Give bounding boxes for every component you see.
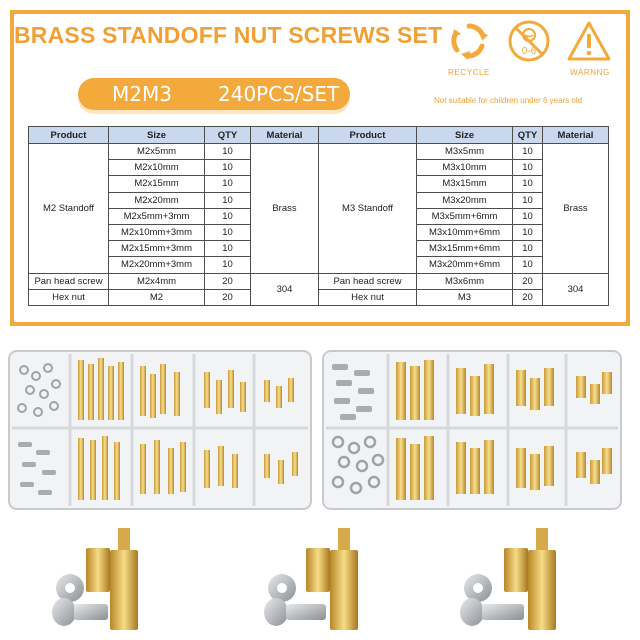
m2-organizer-box-photo bbox=[8, 350, 312, 510]
size-cell: M3x5mm bbox=[417, 144, 513, 160]
age-range-label bbox=[516, 44, 542, 56]
m3-organizer-box-photo bbox=[322, 350, 622, 510]
product-cell: M3 Standoff bbox=[319, 144, 417, 274]
col-header: Material bbox=[251, 127, 319, 144]
qty-cell: 10 bbox=[205, 176, 251, 192]
size-cell: M3 bbox=[417, 289, 513, 305]
product-cell: Hex nut bbox=[29, 289, 109, 305]
size-cell: M2x5mm bbox=[109, 144, 205, 160]
size-cell: M3x20mm bbox=[417, 192, 513, 208]
qty-cell: 10 bbox=[205, 144, 251, 160]
table-row bbox=[29, 273, 609, 289]
spec-table bbox=[28, 126, 609, 306]
material-cell: 304 bbox=[543, 273, 609, 305]
material-cell: 304 bbox=[251, 273, 319, 305]
material-cell: Brass bbox=[251, 144, 319, 274]
piece-count-label: 240PCS/SET bbox=[218, 82, 340, 106]
qty-cell: 10 bbox=[513, 160, 543, 176]
col-header: Size bbox=[417, 127, 513, 144]
product-cell: M2 Standoff bbox=[29, 144, 109, 274]
size-cell: M3x10mm+6mm bbox=[417, 224, 513, 240]
qty-cell: 10 bbox=[513, 144, 543, 160]
size-cell: M3x15mm bbox=[417, 176, 513, 192]
qty-cell: 20 bbox=[205, 289, 251, 305]
table-row bbox=[29, 144, 609, 160]
standoff-assembly-photo bbox=[258, 520, 368, 638]
page-title: BRASS STANDOFF NUT SCREWS SET bbox=[14, 22, 443, 48]
model-banner bbox=[78, 78, 350, 110]
qty-cell: 10 bbox=[513, 224, 543, 240]
qty-cell: 10 bbox=[205, 241, 251, 257]
size-cell: M2x10mm+3mm bbox=[109, 224, 205, 240]
qty-cell: 20 bbox=[513, 289, 543, 305]
qty-cell: 20 bbox=[513, 273, 543, 289]
col-header: QTY bbox=[205, 127, 251, 144]
size-cell: M3x5mm+6mm bbox=[417, 208, 513, 224]
qty-cell: 10 bbox=[205, 192, 251, 208]
warning-icon bbox=[566, 18, 612, 64]
svg-text:0-6: 0-6 bbox=[521, 46, 537, 56]
product-cell: Pan head screw bbox=[319, 273, 417, 289]
qty-cell: 10 bbox=[205, 257, 251, 273]
standoff-assembly-photo bbox=[454, 520, 564, 638]
recycle-icon bbox=[446, 18, 492, 64]
age-warning-note: Not suitable for children under 6 years old bbox=[434, 96, 583, 105]
qty-cell: 10 bbox=[513, 192, 543, 208]
qty-cell: 10 bbox=[513, 241, 543, 257]
product-cell: Hex nut bbox=[319, 289, 417, 305]
qty-cell: 10 bbox=[513, 176, 543, 192]
size-cell: M3x20mm+6mm bbox=[417, 257, 513, 273]
col-header: Size bbox=[109, 127, 205, 144]
size-cell: M3x15mm+6mm bbox=[417, 241, 513, 257]
model-label: M2M3 bbox=[112, 82, 172, 106]
qty-cell: 10 bbox=[513, 208, 543, 224]
col-header: Product bbox=[319, 127, 417, 144]
col-header: Product bbox=[29, 127, 109, 144]
size-cell: M2x20mm+3mm bbox=[109, 257, 205, 273]
size-cell: M2 bbox=[109, 289, 205, 305]
size-cell: M3x10mm bbox=[417, 160, 513, 176]
table-row bbox=[29, 289, 609, 305]
qty-cell: 10 bbox=[205, 224, 251, 240]
qty-cell: 10 bbox=[513, 257, 543, 273]
size-cell: M2x4mm bbox=[109, 273, 205, 289]
size-cell: M2x15mm+3mm bbox=[109, 241, 205, 257]
age-restriction-icon bbox=[506, 18, 552, 64]
recycle-label: RECYCLE bbox=[448, 68, 490, 77]
qty-cell: 20 bbox=[205, 273, 251, 289]
standoff-assembly-photo bbox=[48, 520, 158, 638]
material-cell: Brass bbox=[543, 144, 609, 274]
size-cell: M3x6mm bbox=[417, 273, 513, 289]
warning-label: WARNNG bbox=[570, 68, 610, 77]
qty-cell: 10 bbox=[205, 160, 251, 176]
col-header: QTY bbox=[513, 127, 543, 144]
product-cell: Pan head screw bbox=[29, 273, 109, 289]
size-cell: M2x15mm bbox=[109, 176, 205, 192]
size-cell: M2x10mm bbox=[109, 160, 205, 176]
table-header-row bbox=[29, 127, 609, 144]
size-cell: M2x20mm bbox=[109, 192, 205, 208]
qty-cell: 10 bbox=[205, 208, 251, 224]
col-header: Material bbox=[543, 127, 609, 144]
size-cell: M2x5mm+3mm bbox=[109, 208, 205, 224]
